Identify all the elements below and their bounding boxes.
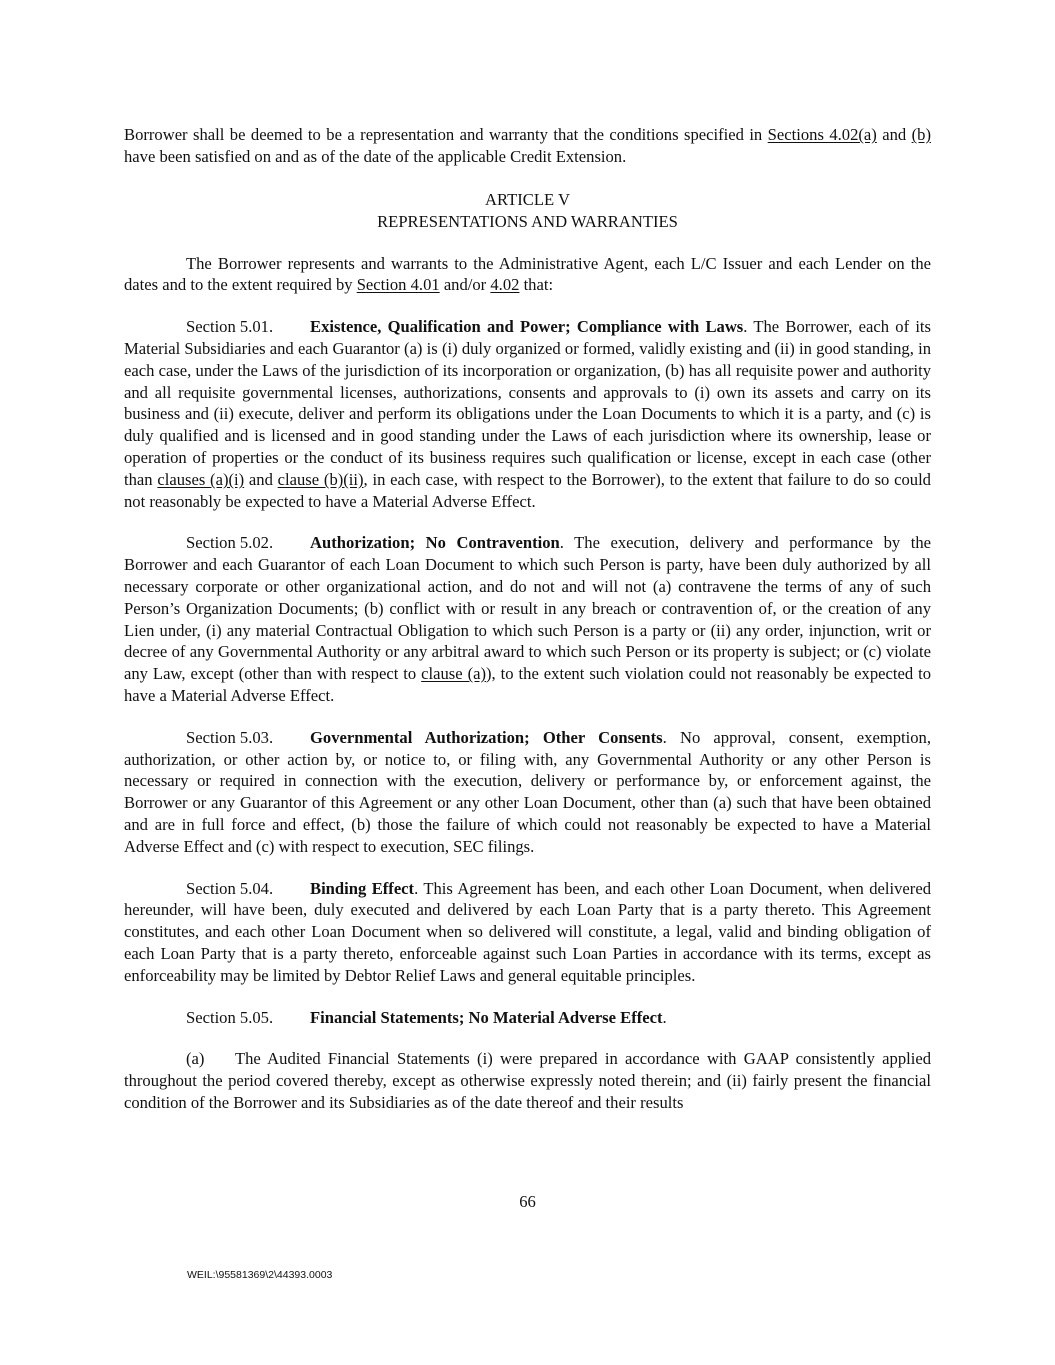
section-heading: Financial Statements; No Material Adverse Effect: [310, 1007, 663, 1027]
section-heading: Existence, Qualification and Power; Compliance with Laws: [310, 317, 744, 337]
section-reference-link[interactable]: 4.02: [490, 275, 520, 295]
section-5-03: Section 5.03. Governmental Authorization; Other Consents. No approval, consent, exemption, authorization, or other action by, or notice to, or filing with, any Governmental Authority or any other Person is necessary or required in connection with the execution, delivery or performance by, or enforcement against, the Borrower or any Guarantor of this Agreement or any other Loan Document, other than (a) such that have been obtained and are in full force and effect, (b) those the failure of which could not reasonably be expected to have a Material Adverse Effect and (c) with respect to execution, SEC filings.: [124, 727, 931, 856]
clause-reference-link[interactable]: clause (b)(ii): [277, 469, 364, 489]
clause-reference-link[interactable]: clause (a): [421, 664, 487, 684]
section-5-05: Section 5.05. Financial Statements; No Material Adverse Effect.: [186, 1007, 667, 1027]
page-number: 66: [519, 1192, 536, 1211]
section-heading: Binding Effect: [310, 878, 415, 898]
section-number: Section 5.01.: [186, 317, 274, 337]
section-number: Section 5.03.: [186, 727, 274, 747]
section-5-01: Section 5.01. Existence, Qualification and Power; Compliance with Laws. The Borrower, each of its Material Subsidiaries and each Guarantor (a) is (i) duly organized or formed, validly existing and (ii) in good standing, in each case, under the Laws of the jurisdiction of its incorporation or organization, (b) has all requisite power and authority and all requisite governmental licenses, authorizations, consents and approvals to (i) own its assets and carry on its business and (ii) execute, deliver and perform its obligations under the Loan Documents to which it is a party, and (c) is duly qualified and is licensed and in good standing under the Laws of each jurisdiction where its ownership, lease or operation of properties or the conduct of its business requires such qualification or license, except in each case (other than clauses (a)(i) and clause (b)(ii), in each case, with respect to the Borrower), to the extent that failure to do so could not reasonably be expected to have a Material Adverse Effect.: [124, 317, 932, 511]
section-5-04: Section 5.04. Binding Effect. This Agreement has been, and each other Loan Document, when delivered hereunder, will have been, duly executed and delivered by each Loan Party that is a party thereto. This Agreement constitutes, and each other Loan Document when so delivered will constitute, a legal, valid and binding obligation of each Loan Party that is a party thereto, enforceable against such Loan Parties in accordance with its terms, except as enforceability may be limited by Debtor Relief Laws and general equitable principles.: [124, 878, 931, 985]
section-reference-link[interactable]: Sections 4.02(a): [767, 125, 877, 144]
section-5-02: Section 5.02. Authorization; No Contravention. The execution, delivery and performance by the Borrower and each Guarantor of each Loan Document to which such Person is party, have been duly authorized by all necessary corporate or other organizational action, and do not and will not (a) contravene the terms of any of such Person’s Organization Documents; (b) conflict with or result in any breach or contravention of, or the creation of any Lien under, (i) any material Contractual Obligation to which such Person is a party or (ii) any order, injunction, writ or decree of any Governmental Authority or any arbitral award to which such Person or its property is subject; or (c) violate any Law, except (other than with respect to clause (a)), to the extent such violation could not reasonably be expected to have a Material Adverse Effect.: [124, 533, 931, 705]
section-number: Section 5.04.: [186, 878, 274, 898]
intro-paragraph: Borrower shall be deemed to be a representation and warranty that the conditions specified in Sections 4.02(a) and (b) have been satisfied on and as of the date of the applicable Credit Extension.: [124, 125, 931, 166]
preamble-paragraph: The Borrower represents and warrants to the Administrative Agent, each L/C Issuer and each Lender on the dates and to the extent required by Section 4.01 and/or 4.02 that:: [124, 253, 931, 295]
document-id: WEIL:\95581369\2\44393.0003: [187, 1269, 333, 1281]
paragraph-label: (a): [186, 1049, 205, 1069]
section-reference-link[interactable]: (b): [911, 125, 931, 144]
clause-reference-link[interactable]: clauses (a)(i): [157, 469, 245, 489]
section-number: Section 5.05.: [186, 1007, 274, 1027]
document-page: [124, 124, 931, 1114]
article-title: REPRESENTATIONS AND WARRANTIES: [377, 211, 678, 231]
section-heading: Governmental Authorization; Other Consents: [310, 727, 663, 747]
section-5-05-a: (a) The Audited Financial Statements (i) were prepared in accordance with GAAP consistently applied throughout the period covered thereby, except as otherwise expressly noted therein; and (ii) fairly present the financial condition of the Borrower and its Subsidiaries as of the date thereof and their results: [124, 1049, 931, 1112]
section-reference-link[interactable]: Section 4.01: [356, 275, 440, 295]
section-number: Section 5.02.: [186, 533, 274, 553]
article-number: ARTICLE V: [485, 190, 570, 209]
section-heading: Authorization; No Contravention: [310, 533, 560, 553]
